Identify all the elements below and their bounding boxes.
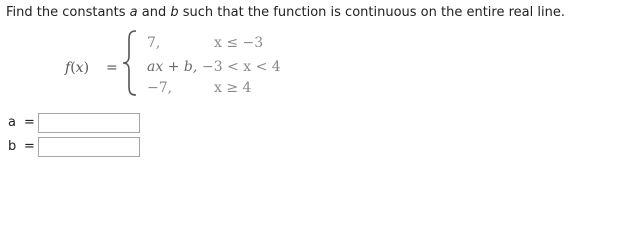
function-label: [65, 60, 89, 76]
case-1-condition: x ≤ −3: [214, 35, 264, 51]
variable-b: b: [170, 5, 179, 20]
prompt-text-1: Find the constants: [6, 5, 130, 20]
piecewise-function: [0, 0, 634, 110]
variable-a: a: [129, 5, 138, 20]
function-argument: x: [75, 60, 84, 76]
answer-label-a: a: [8, 115, 16, 130]
function-name: f: [65, 60, 71, 76]
answer-label-b: b: [8, 139, 17, 154]
answer-input-b[interactable]: [38, 137, 140, 157]
function-equals: =: [106, 60, 118, 76]
prompt-text-3: such that the function is continuous on the entire real line.: [178, 5, 565, 20]
case-3-condition: x ≥ 4: [214, 80, 252, 96]
answer-equals-a: =: [24, 115, 35, 130]
case-2-condition: −3 < x < 4: [202, 59, 281, 75]
close-paren: ): [83, 60, 90, 76]
answer-input-a[interactable]: [38, 113, 140, 133]
open-paren: (: [70, 60, 76, 76]
case-1-expression: 7,: [147, 35, 161, 51]
left-brace-icon: [120, 30, 142, 96]
answer-equals-b: =: [24, 139, 35, 154]
case-3-expression: −7,: [147, 80, 173, 96]
prompt-text-2: and: [137, 5, 171, 20]
case-2-expression: ax + b,: [147, 59, 198, 75]
